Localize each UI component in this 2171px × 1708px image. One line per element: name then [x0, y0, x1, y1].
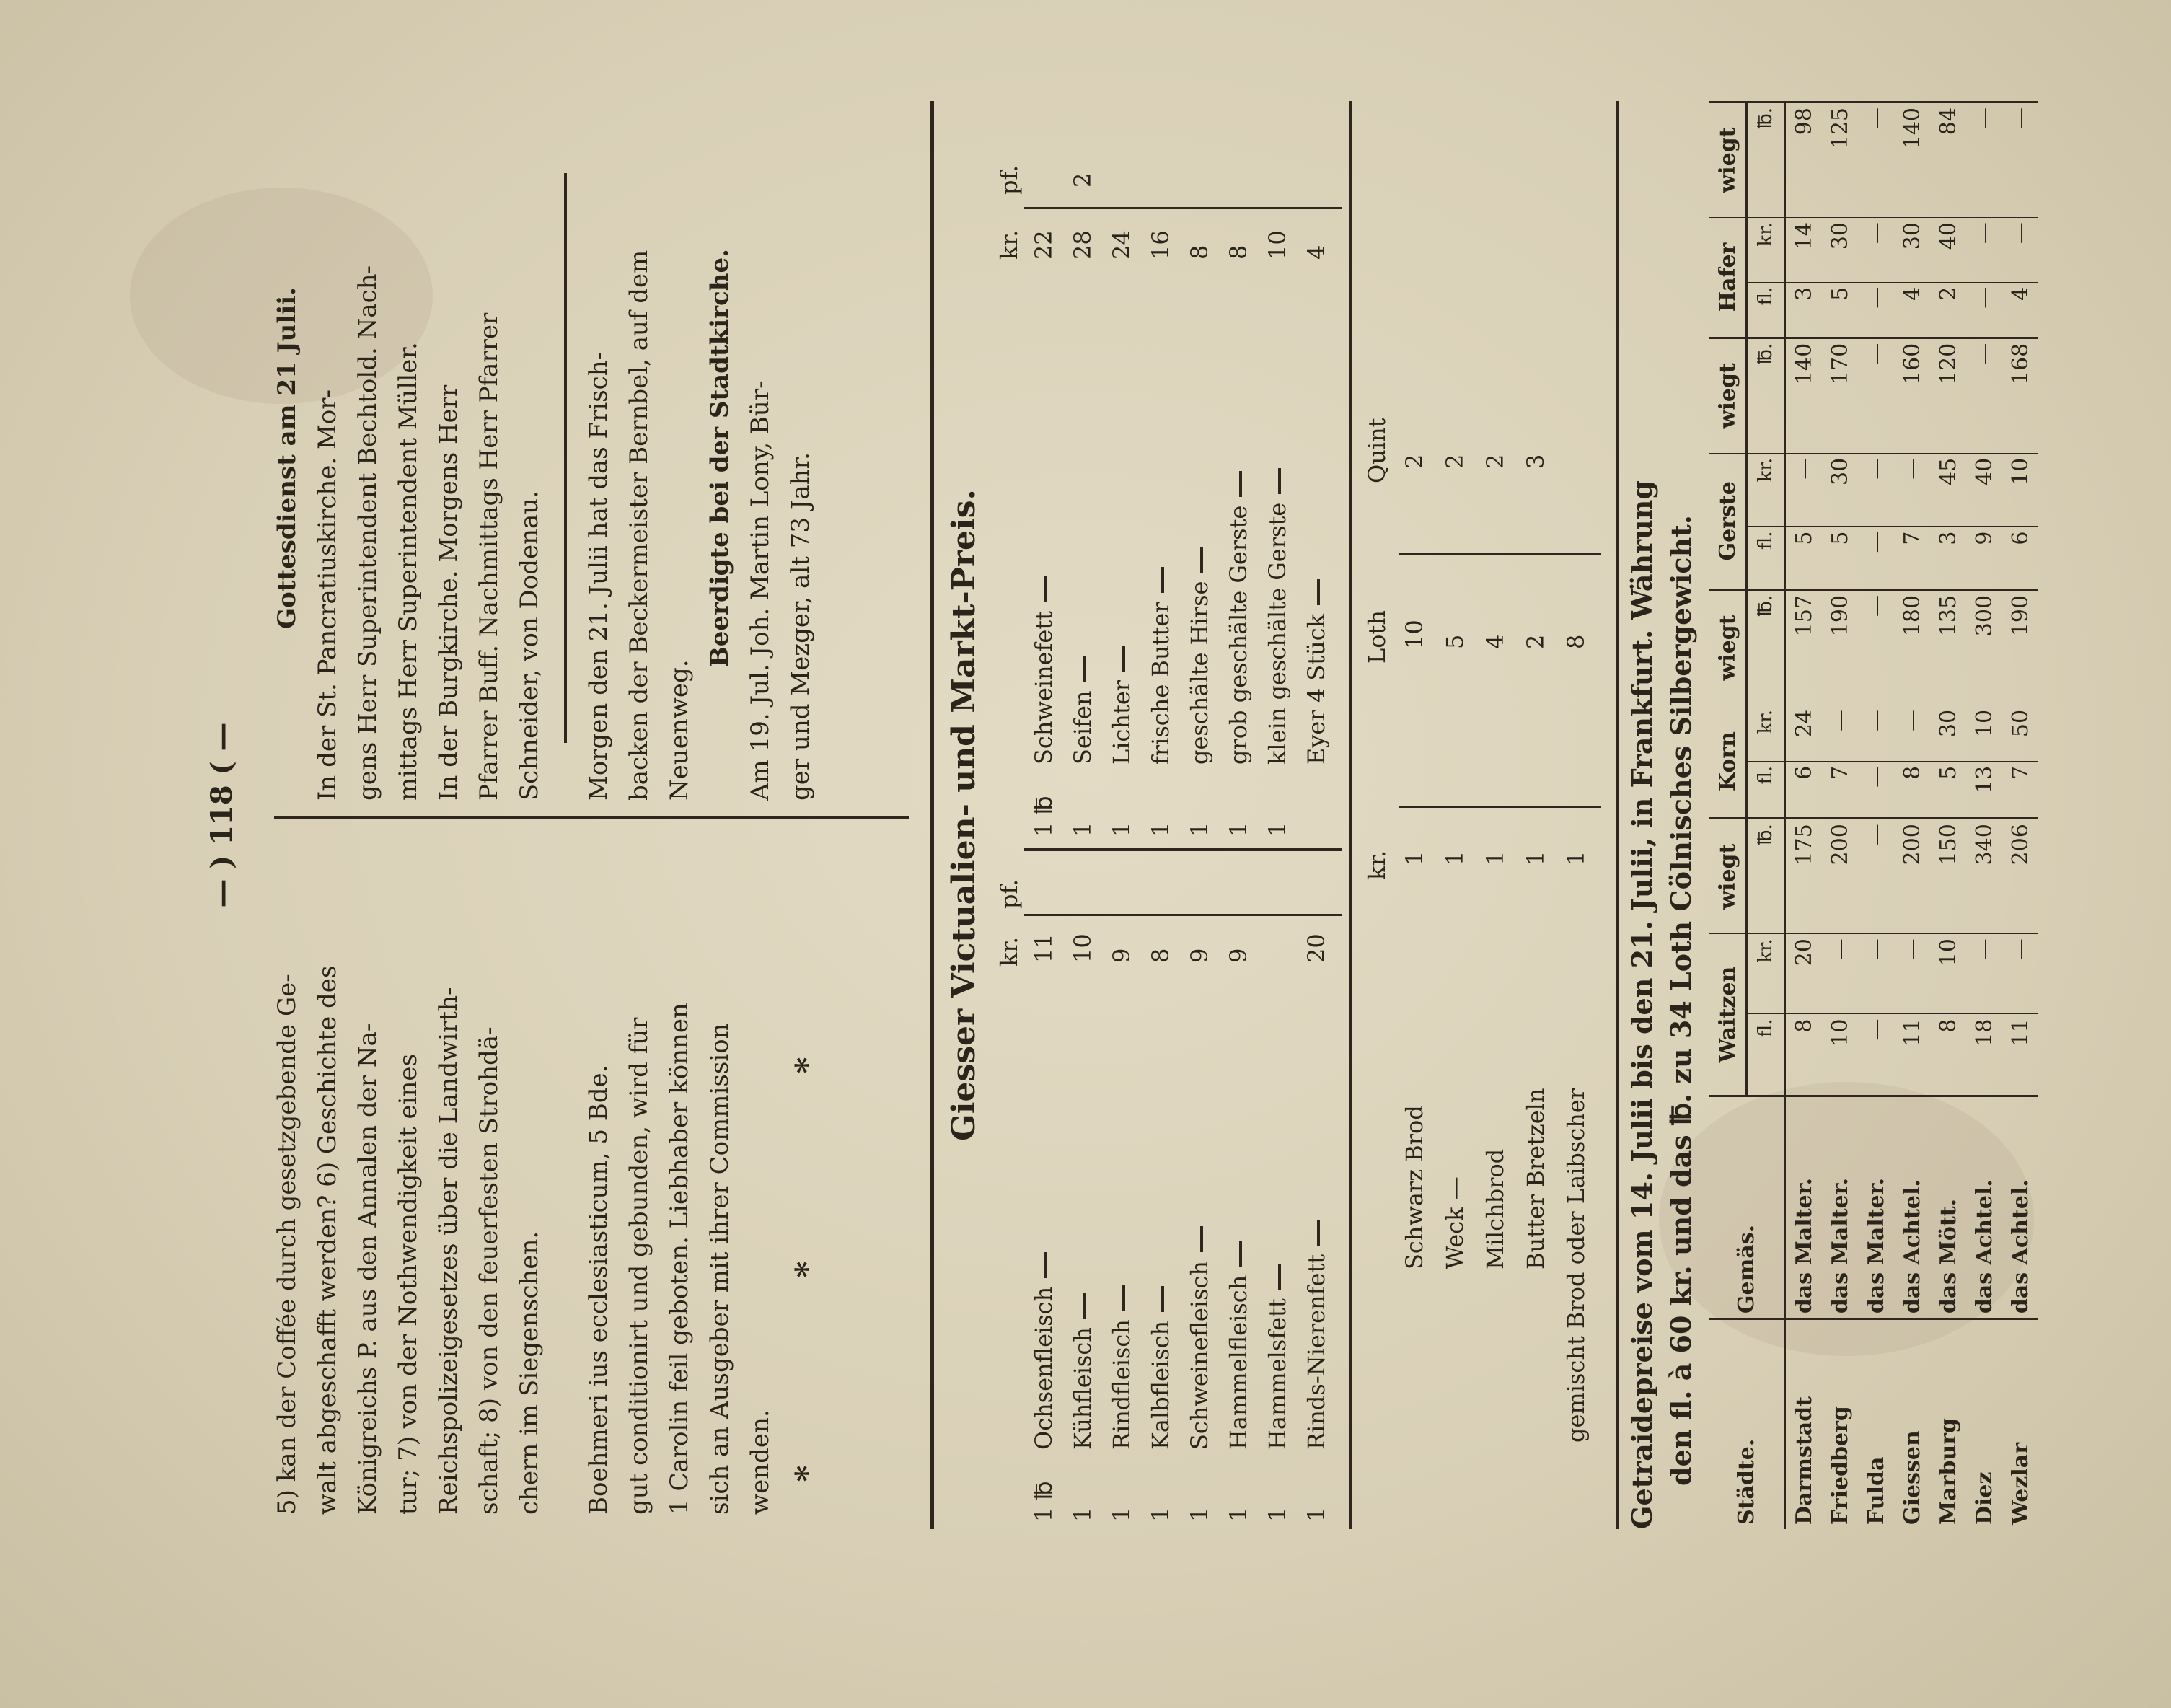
- text-line: chern im Siegenschen.: [515, 1231, 544, 1515]
- city-name: Giessen: [1894, 1319, 1930, 1529]
- header-unit: ℔.: [1747, 819, 1785, 934]
- price-cell: 40: [1966, 453, 2002, 527]
- price-cell: 24: [1785, 705, 1823, 761]
- bread-loth-header: Loth: [1363, 610, 1391, 664]
- text-line: sich an Ausgeber mit ihrer Commission: [705, 1023, 734, 1515]
- price-cell: 3: [1785, 282, 1823, 338]
- item-kr: 22: [1030, 230, 1057, 260]
- price-cell: —: [2002, 102, 2038, 218]
- price-cell: 18: [1966, 1014, 2002, 1096]
- measure: das Achtel.: [1966, 1096, 2002, 1319]
- header-group: wiegt: [1709, 338, 1747, 453]
- header-unit: kr.: [1747, 705, 1785, 761]
- price-cell: 168: [2002, 338, 2038, 453]
- bread-kr-header: kr.: [1363, 850, 1391, 880]
- price-cell: 10: [1966, 705, 2002, 761]
- bread-loth: 2: [1522, 634, 1549, 649]
- item-quantity: 1: [1303, 1507, 1330, 1522]
- price-cell: —: [1966, 218, 2002, 283]
- item-quantity: 1: [1264, 822, 1291, 837]
- bread-quint: 3: [1522, 454, 1549, 469]
- item-name: [1069, 1284, 1096, 1450]
- item-name: [1264, 1255, 1291, 1450]
- price-cell: 6: [2002, 527, 2038, 589]
- bread-loth: 5: [1441, 634, 1468, 649]
- price-cell: 7: [2002, 761, 2038, 818]
- bread-name: Weck —: [1441, 1176, 1468, 1269]
- text-line: In der St. Pancratiuskirche. Mor-: [313, 389, 342, 801]
- measure: das Malter.: [1822, 1096, 1858, 1319]
- text-line: mittags Herr Superintendent Müller.: [394, 342, 423, 801]
- header-unit: fl.: [1747, 1014, 1785, 1096]
- item-name-text: Eyer 4 Stück: [1303, 613, 1330, 765]
- text-line: Neuenweg.: [665, 659, 694, 801]
- leader-dash: [1122, 1285, 1125, 1311]
- item-name: [1069, 648, 1096, 765]
- price-cell: 9: [1966, 527, 2002, 589]
- grain-row: [1930, 102, 1966, 1530]
- item-name: [1303, 1211, 1330, 1450]
- kr-header: kr.: [995, 936, 1023, 967]
- item-kr: 20: [1303, 933, 1330, 963]
- header-unit: fl.: [1747, 761, 1785, 818]
- item-name-text: geschälte Hirse: [1186, 581, 1213, 765]
- bread-quint: 2: [1481, 454, 1509, 469]
- item-name-text: grob geschälte Gerste: [1225, 505, 1252, 765]
- grain-row: [1785, 102, 1823, 1530]
- text-line: Pfarrer Buff. Nachmittags Herr Pfarrer: [475, 312, 503, 801]
- price-cell: 150: [1930, 819, 1966, 934]
- bread-weight-table: [1363, 101, 1608, 1529]
- price-cell: —: [1785, 453, 1823, 527]
- item-kr: 16: [1147, 230, 1174, 260]
- text-line: tur; 7) von der Nothwendigkeit eines: [394, 1054, 423, 1515]
- price-col-rule: [1024, 914, 1342, 916]
- item-quantity: 1 ℔: [1030, 796, 1057, 837]
- price-cell: 10: [1822, 1014, 1858, 1096]
- text-line: Boehmeri ius ecclesiasticum, 5 Bde.: [584, 1065, 613, 1515]
- price-cell: 11: [2002, 1014, 2038, 1096]
- item-quantity: 1 ℔: [1030, 1481, 1057, 1522]
- right-column-text: [267, 115, 821, 801]
- leader-dash: [1239, 1241, 1242, 1267]
- price-cell: 340: [1966, 819, 2002, 934]
- text-line: Königreichs P. aus den Annalen der Na-: [353, 1023, 382, 1515]
- city-name: Marburg: [1930, 1319, 1966, 1529]
- item-kr: 28: [1069, 230, 1096, 260]
- city-name: Darmstadt: [1785, 1319, 1823, 1529]
- item-name: [1147, 558, 1174, 765]
- item-name-text: Rindfleisch: [1108, 1319, 1135, 1450]
- item-name-text: Kühfleisch: [1069, 1327, 1096, 1450]
- price-cell: 200: [1822, 819, 1858, 934]
- header-unit: ℔.: [1747, 589, 1785, 705]
- price-cell: —: [1858, 934, 1894, 1014]
- item-name: [1186, 538, 1213, 765]
- header-unit: kr.: [1747, 934, 1785, 1014]
- price-cell: —: [1858, 589, 1894, 705]
- price-cell: —: [1894, 934, 1930, 1014]
- bread-kr: 1: [1481, 850, 1509, 866]
- header-unit: ℔.: [1747, 338, 1785, 453]
- text-line: In der Burgkirche. Morgens Herr: [434, 384, 463, 801]
- price-cell: 6: [1785, 761, 1823, 818]
- price-cell: 11: [1894, 1014, 1930, 1096]
- item-name-text: Schweinefett: [1030, 610, 1057, 765]
- price-cell: 45: [1930, 453, 1966, 527]
- price-cell: —: [1858, 527, 1894, 589]
- item-pf: 2: [1069, 172, 1096, 188]
- measure: das Mött.: [1930, 1096, 1966, 1319]
- price-cell: 7: [1822, 761, 1858, 818]
- bread-name: Milchbrod: [1481, 1148, 1509, 1269]
- item-kr: 8: [1186, 245, 1213, 260]
- item-quantity: 1: [1225, 822, 1252, 837]
- price-cell: 3: [1930, 527, 1966, 589]
- left-column-text: [267, 837, 828, 1515]
- bread-quint-header: Quint: [1363, 418, 1391, 483]
- text-line: gens Herr Superintendent Bechtold. Nach-: [353, 265, 382, 801]
- price-cell: 10: [2002, 453, 2038, 527]
- item-quantity: 1: [1264, 1507, 1291, 1522]
- city-name: Fulda: [1858, 1319, 1894, 1529]
- header-unit: ℔.: [1747, 102, 1785, 218]
- price-cell: 125: [1822, 102, 1858, 218]
- header-group: Gerste: [1709, 453, 1747, 589]
- text-line: 5) kan der Coffée durch gesetzgebende Ge-: [273, 974, 301, 1515]
- price-cell: 2: [1930, 282, 1966, 338]
- bread-quint: 2: [1401, 454, 1428, 469]
- text-line: Reichspolizeigesetzes über die Landwirth-: [434, 987, 463, 1515]
- text-line: walt abgeschafft werden? 6) Geschichte des: [313, 965, 342, 1515]
- book-advert: [578, 837, 780, 1515]
- price-cell: —: [1966, 934, 2002, 1014]
- price-cell: 5: [1785, 527, 1823, 589]
- leader-dash: [1122, 646, 1125, 672]
- grain-title-line1: Getraidepreise vom 14. Julii bis den 21. Julii, in Frankfurt. Währung: [1626, 480, 1658, 1529]
- article-paragraph: [267, 837, 550, 1515]
- section-rule-top: [930, 101, 934, 1529]
- price-table-title: Giesser Victualien- und Markt-Preis.: [946, 489, 982, 1141]
- price-cell: —: [1966, 282, 2002, 338]
- price-cell: 30: [1822, 453, 1858, 527]
- grain-body: [1785, 102, 2039, 1530]
- price-cell: 13: [1966, 761, 2002, 818]
- gottesdienst-heading: Gottesdienst am 21 Julii.: [273, 287, 301, 630]
- item-name: [1030, 568, 1057, 765]
- item-name-text: Hammelfleisch: [1225, 1275, 1252, 1450]
- price-col-rule: [1024, 207, 1342, 209]
- bread-col-rule: [1399, 806, 1601, 808]
- price-cell: 5: [1930, 761, 1966, 818]
- header-group: Hafer: [1709, 218, 1747, 338]
- price-cell: —: [1822, 705, 1858, 761]
- item-name-text: Ochsenfleisch: [1030, 1286, 1057, 1450]
- leader-dash: [1044, 576, 1047, 602]
- item-name: [1030, 1243, 1057, 1450]
- page-number: — ) 118 ( —: [205, 722, 239, 908]
- price-cell: 98: [1785, 102, 1823, 218]
- item-quantity: 1: [1069, 1507, 1096, 1522]
- text-line: 1 Carolin feil geboten. Liebhaber können: [665, 1003, 694, 1515]
- section-divider: [564, 173, 567, 743]
- bread-quint: 2: [1441, 454, 1468, 469]
- text-line: schaft; 8) von den feuerfesten Strohdä-: [475, 1026, 503, 1515]
- text-line: ger und Mezger, alt 73 Jahr.: [786, 452, 815, 801]
- item-name: [1225, 462, 1252, 765]
- header-group: Waitzen: [1709, 934, 1747, 1096]
- item-kr: 10: [1264, 230, 1291, 260]
- pf-header: pf.: [995, 164, 1023, 195]
- price-cell: —: [1822, 934, 1858, 1014]
- item-kr: 9: [1225, 948, 1252, 963]
- leader-dash: [1161, 567, 1164, 593]
- rotated-newspaper-page: [188, 101, 2033, 1529]
- header-city: Städte.: [1709, 1319, 1785, 1529]
- price-cell: —: [1966, 338, 2002, 453]
- leader-dash: [1083, 656, 1086, 682]
- item-name: [1186, 1218, 1213, 1450]
- header-group: Korn: [1709, 705, 1747, 818]
- measure: das Achtel.: [1894, 1096, 1930, 1319]
- price-cell: —: [1966, 102, 2002, 218]
- item-quantity: 1: [1147, 822, 1174, 837]
- pf-header: pf.: [995, 879, 1023, 909]
- item-name-text: Schweinefleisch: [1186, 1260, 1213, 1450]
- grain-row: [1822, 102, 1858, 1530]
- leader-dash: [1161, 1286, 1164, 1312]
- price-cell: 7: [1894, 527, 1930, 589]
- price-cell: 30: [1822, 218, 1858, 283]
- price-cell: —: [1894, 453, 1930, 527]
- item-kr: 9: [1108, 948, 1135, 963]
- grain-row: [2002, 102, 2038, 1530]
- price-cell: 120: [1930, 338, 1966, 453]
- section-rule-mid: [1349, 101, 1352, 1529]
- city-name: Friedberg: [1822, 1319, 1858, 1529]
- item-name: [1303, 571, 1330, 765]
- asterism: [788, 837, 828, 1515]
- item-name: [1147, 1277, 1174, 1450]
- bread-name: Butter Bretzeln: [1522, 1088, 1549, 1269]
- item-name-text: frische Butter: [1147, 602, 1174, 765]
- price-cell: 30: [1894, 218, 1930, 283]
- leader-dash: [1200, 547, 1203, 573]
- item-quantity: 1: [1147, 1507, 1174, 1522]
- star: *: [789, 869, 826, 1074]
- grain-title-line2: den fl. à 60 kr. und das ℔. zu 34 Loth Cölnisches Silbergewicht.: [1665, 515, 1697, 1486]
- item-quantity: 1: [1108, 822, 1135, 837]
- item-name: [1225, 1232, 1252, 1450]
- price-cell: 8: [1930, 1014, 1966, 1096]
- price-cell: —: [1858, 705, 1894, 761]
- item-name-text: Hammelsfett: [1264, 1298, 1291, 1450]
- text-line: Am 19. Jul. Joh. Martin Lony, Bür-: [746, 380, 775, 801]
- grain-row: [1858, 102, 1894, 1530]
- price-cell: 30: [1930, 705, 1966, 761]
- header-unit: kr.: [1747, 218, 1785, 283]
- item-kr: 11: [1030, 933, 1057, 963]
- price-cell: 10: [1930, 934, 1966, 1014]
- price-cell: 20: [1785, 934, 1823, 1014]
- item-quantity: 1: [1186, 822, 1213, 837]
- city-name: Wezlar: [2002, 1319, 2038, 1529]
- header-group: wiegt: [1709, 819, 1747, 934]
- price-cell: 157: [1785, 589, 1823, 705]
- price-cell: 14: [1785, 218, 1823, 283]
- price-cell: —: [1858, 453, 1894, 527]
- price-cell: 84: [1930, 102, 1966, 218]
- price-cell: 200: [1894, 819, 1930, 934]
- price-cell: 170: [1822, 338, 1858, 453]
- item-name-text: klein geschälte Gerste: [1264, 502, 1291, 765]
- price-cell: 140: [1894, 102, 1930, 218]
- leader-dash: [1083, 1293, 1086, 1319]
- kr-header: kr.: [995, 229, 1023, 260]
- price-cell: —: [1858, 819, 1894, 934]
- item-name: [1264, 459, 1291, 765]
- item-kr: 24: [1108, 230, 1135, 260]
- price-cell: 160: [1894, 338, 1930, 453]
- header-unit: kr.: [1747, 453, 1785, 527]
- text-line: gut conditionirt und gebunden, wird für: [625, 1017, 653, 1515]
- header-group: wiegt: [1709, 102, 1747, 218]
- text-line: Schneider, von Dodenau.: [515, 490, 544, 801]
- item-name: [1108, 637, 1135, 765]
- leader-dash: [1278, 1264, 1281, 1290]
- city-name: Diez: [1966, 1319, 2002, 1529]
- measure: das Malter.: [1785, 1096, 1823, 1319]
- price-cell: 140: [1785, 338, 1823, 453]
- price-cell: —: [1858, 338, 1894, 453]
- price-cell: 300: [1966, 589, 2002, 705]
- item-name: [1108, 1276, 1135, 1450]
- price-cell: 180: [1894, 589, 1930, 705]
- price-col-rule: [1024, 848, 1342, 851]
- header-unit: fl.: [1747, 527, 1785, 589]
- price-cell: —: [2002, 218, 2038, 283]
- price-cell: 40: [1930, 218, 1966, 283]
- star: *: [789, 1073, 826, 1278]
- grain-price-table: [1709, 101, 2038, 1529]
- bread-name: Schwarz Brod: [1401, 1105, 1428, 1269]
- column-rule: [274, 816, 909, 819]
- item-quantity: 1: [1069, 822, 1096, 837]
- item-kr: 8: [1147, 948, 1174, 963]
- item-kr: 9: [1186, 948, 1213, 963]
- price-cell: 190: [1822, 589, 1858, 705]
- bread-name: gemischt Brod oder Laibscher: [1562, 1088, 1590, 1443]
- leader-dash: [1239, 471, 1242, 497]
- price-cell: 50: [2002, 705, 2038, 761]
- price-cell: —: [1858, 102, 1894, 218]
- price-cell: —: [1894, 705, 1930, 761]
- price-cell: 206: [2002, 819, 2038, 934]
- item-kr: 10: [1069, 933, 1096, 963]
- price-cell: —: [2002, 934, 2038, 1014]
- leader-dash: [1044, 1252, 1047, 1278]
- item-quantity: 1: [1225, 1507, 1252, 1522]
- item-kr: 8: [1225, 245, 1252, 260]
- grain-header-row: [1709, 102, 1747, 1530]
- beerdigte-heading: Beerdigte bei der Stadtkirche.: [705, 249, 734, 667]
- text-line: backen der Beckermeister Bernbel, auf dem: [625, 250, 653, 801]
- price-cell: 5: [1822, 527, 1858, 589]
- leader-dash: [1278, 468, 1281, 494]
- price-cell: —: [1858, 218, 1894, 283]
- bread-loth: 10: [1401, 620, 1428, 649]
- bread-kr: 1: [1522, 850, 1549, 866]
- item-quantity: 1: [1186, 1507, 1213, 1522]
- item-name-text: Rinds-Nierenfett: [1303, 1254, 1330, 1450]
- item-name-text: Lichter: [1108, 679, 1135, 765]
- price-cell: 8: [1785, 1014, 1823, 1096]
- grain-row: [1966, 102, 2002, 1530]
- bread-kr: 1: [1401, 850, 1428, 866]
- header-unit: fl.: [1747, 282, 1785, 338]
- bread-kr: 1: [1562, 850, 1590, 866]
- bread-loth: 4: [1481, 634, 1509, 649]
- item-name-text: Seifen: [1069, 690, 1096, 765]
- price-cell: 4: [2002, 282, 2038, 338]
- price-cell: —: [1858, 1014, 1894, 1096]
- header-measure: Gemäs.: [1709, 1096, 1785, 1319]
- price-cell: 5: [1822, 282, 1858, 338]
- price-cell: 190: [2002, 589, 2038, 705]
- item-quantity: 1: [1108, 1507, 1135, 1522]
- item-kr: 4: [1303, 245, 1330, 260]
- section-rule-bottom: [1616, 101, 1619, 1529]
- text-line: Morgen den 21. Julii hat das Frisch-: [584, 351, 613, 801]
- leader-dash: [1200, 1226, 1203, 1252]
- measure: das Malter.: [1858, 1096, 1894, 1319]
- victuals-price-table: [995, 101, 1342, 1529]
- grain-row: [1894, 102, 1930, 1530]
- leader-dash: [1317, 579, 1320, 605]
- bread-col-rule: [1399, 553, 1601, 555]
- price-cell: —: [1858, 282, 1894, 338]
- item-name-text: Kalbfleisch: [1147, 1320, 1174, 1450]
- price-cell: —: [1858, 761, 1894, 818]
- price-cell: 175: [1785, 819, 1823, 934]
- leader-dash: [1317, 1220, 1320, 1246]
- text-line: wenden.: [746, 1409, 775, 1515]
- header-group: wiegt: [1709, 589, 1747, 705]
- bread-kr: 1: [1441, 850, 1468, 866]
- measure: das Achtel.: [2002, 1096, 2038, 1319]
- star: *: [789, 1277, 826, 1482]
- bread-loth: 8: [1562, 634, 1590, 649]
- price-cell: 8: [1894, 761, 1930, 818]
- price-cell: 4: [1894, 282, 1930, 338]
- price-cell: 135: [1930, 589, 1966, 705]
